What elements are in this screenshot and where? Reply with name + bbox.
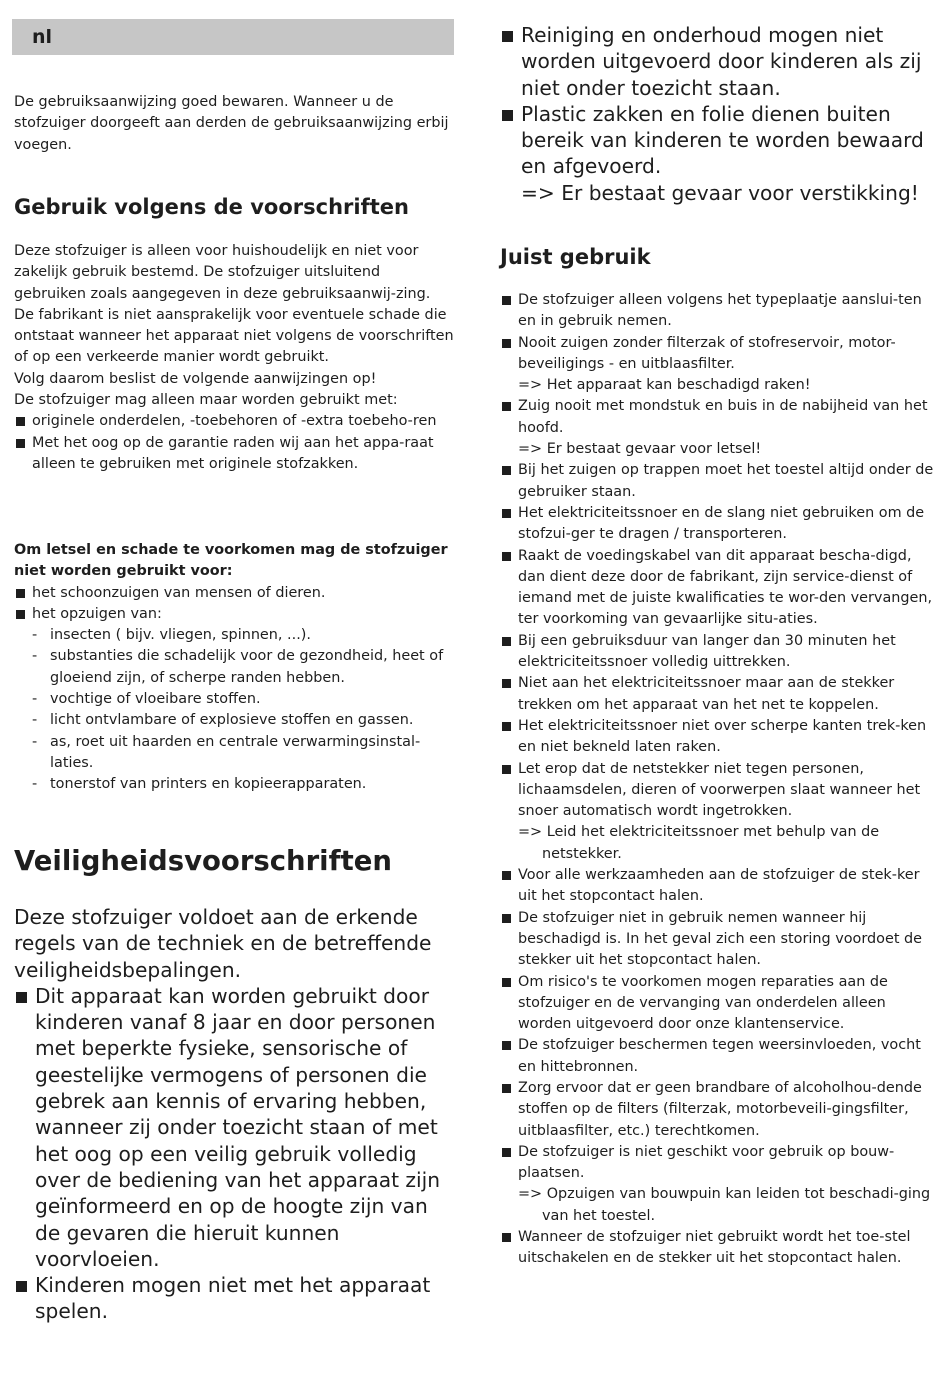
- usage-instruction: Volg daarom beslist de volgende aanwijzingen op!: [14, 370, 377, 387]
- list-item-note: => Het apparaat kan beschadigd raken!: [518, 377, 811, 394]
- proper-use-section: [500, 290, 936, 1270]
- list-item: het opzuigen van:: [14, 604, 454, 625]
- list-item-text: De stofzuiger alleen volgens het typeplaatje aanslui-ten en in gebruik nemen.: [518, 292, 922, 330]
- list-item-text: Zorg ervoor dat er geen brandbare of alcoholhou-dende stoffen op de filters (filterzak, motorbeveili-gingsfilter, uitblaasfilter, etc.) terechtkomen.: [518, 1079, 922, 1139]
- list-item-text: Bij een gebruiksduur van langer dan 30 minuten het elektriciteitssnoer volledig uittrekken.: [518, 632, 896, 671]
- list-item-text: Zuig nooit met mondstuk en buis in de nabijheid van het hoofd.: [518, 398, 928, 436]
- language-tag: nl: [32, 26, 53, 48]
- list-item: [500, 1035, 936, 1078]
- list-item-text: Niet aan het elektriciteitssnoer maar aan de stekker trekken om het apparaat van het net te koppelen.: [518, 675, 895, 713]
- list-item-note: => Leid het elektriciteitssnoer met behulp van de netstekker.: [518, 824, 880, 862]
- list-item: Kinderen mogen niet met het apparaat spelen.: [14, 1272, 454, 1325]
- list-item: het schoonzuigen van mensen of dieren.: [14, 583, 454, 604]
- usage-allowed-list: [14, 411, 454, 475]
- list-item: [500, 503, 936, 546]
- sub-list-item: - as, roet uit haarden en centrale verwarmingsinstal-laties.: [14, 732, 454, 775]
- list-item: [500, 972, 936, 1036]
- prevent-section: [14, 540, 454, 796]
- safety-list: [14, 983, 454, 1325]
- list-item: [500, 1078, 936, 1142]
- sub-list-item: - licht ontvlambare of explosieve stoffen en gassen.: [14, 710, 454, 731]
- list-item-text: Bij het zuigen op trappen moet het toestel altijd onder de gebruiker staan.: [518, 462, 934, 500]
- usage-paragraph: Deze stofzuiger is alleen voor huishoudelijk en niet voor zakelijk gebruik bestemd. De stofzuiger uitsluitend gebruiken zoals aangegeven in deze gebruiksaanwij-zing. De fabrikant is niet aansprakelijk voor eventuele schade die ontstaat wanneer het apparaat niet volgens de voorschriften of op een verkeerde manier wordt gebruikt.: [14, 243, 454, 366]
- safety-section: [14, 904, 454, 1325]
- usage-allowed-intro: De stofzuiger mag alleen maar worden gebruikt met:: [14, 392, 398, 409]
- safety-list-continued: [500, 22, 936, 206]
- proper-use-heading: Juist gebruik: [500, 245, 651, 269]
- list-item-text: De stofzuiger is niet geschikt voor gebruik op bouw-plaatsen.: [518, 1143, 895, 1182]
- usage-heading: Gebruik volgens de voorschriften: [14, 195, 409, 219]
- proper-use-list: [500, 290, 936, 1270]
- list-item: [500, 673, 936, 716]
- prevent-list: [14, 583, 454, 626]
- list-item: Dit apparaat kan worden gebruikt door kinderen vanaf 8 jaar en door personen met beperkte fysieke, sensorische of geestelijke vermogens of personen die gebrek aan kennis of ervaring hebben, wanneer zij onder toezicht staan of met het oog op een veilig gebruik volledig over de bediening van het apparaat zijn geïnformeerd en op de hoogte zijn van de gevaren die hieruit kunnen voorvloeien.: [14, 983, 454, 1272]
- list-item: [500, 716, 936, 759]
- list-item: Reiniging en onderhoud mogen niet worden uitgevoerd door kinderen als zij niet onder toezicht staan.: [500, 22, 936, 101]
- prevent-heading: Om letsel en schade te voorkomen mag de stofzuiger niet worden gebruikt voor:: [14, 542, 448, 580]
- list-item: [500, 396, 936, 460]
- list-item-text: Om risico's te voorkomen mogen reparaties aan de stofzuiger en de vervanging van onderdelen alleen worden uitgevoerd door onze klantenservice.: [518, 973, 888, 1033]
- list-item: [500, 759, 936, 865]
- sub-list-item: - substanties die schadelijk voor de gezondheid, heet of gloeiend zijn, of scherpe randen hebben.: [14, 646, 454, 689]
- list-item-note: => Opzuigen van bouwpuin kan leiden tot beschadi-ging van het toestel.: [518, 1186, 931, 1224]
- list-item-text: Het elektriciteitssnoer en de slang niet gebruiken om de stofzui-ger te dragen / transporteren.: [518, 504, 925, 543]
- list-item: [500, 908, 936, 972]
- list-item: [500, 290, 936, 333]
- safety-section-continued: [500, 22, 936, 206]
- safety-intro: Deze stofzuiger voldoet aan de erkende regels van de techniek en de betreffende veiligheidsbepalingen.: [14, 905, 432, 982]
- list-item-text: De stofzuiger beschermen tegen weersinvloeden, vocht en hittebronnen.: [518, 1037, 921, 1075]
- prevent-sublist: [14, 625, 454, 795]
- sub-list-item: - insecten ( bijv. vliegen, spinnen, ...).: [14, 625, 454, 646]
- list-item-text: Nooit zuigen zonder filterzak of stofreservoir, motor-beveiligings - en uitblaasfilter.: [518, 334, 896, 372]
- intro-text: De gebruiksaanwijzing goed bewaren. Wanneer u de stofzuiger doorgeeft aan derden de gebruiksaanwijzing erbij voegen.: [14, 94, 449, 153]
- list-item: originele onderdelen, -toebehoren of -extra toebeho-ren: [14, 411, 454, 432]
- list-item-text: Let erop dat de netstekker niet tegen personen, lichaamsdelen, dieren of voorwerpen slaat wanneer het snoer automatisch wordt ingetrokken.: [518, 760, 921, 820]
- list-item: [500, 865, 936, 908]
- list-item-text: Voor alle werkzaamheden aan de stofzuiger de stek-ker uit het stopcontact halen.: [518, 867, 920, 905]
- list-item-note: => Er bestaat gevaar voor letsel!: [518, 441, 762, 458]
- list-item: [500, 1227, 936, 1270]
- list-item-text: Het elektriciteitssnoer niet over scherpe kanten trek-ken en niet bekneld laten raken.: [518, 717, 927, 756]
- list-item: [500, 333, 936, 397]
- list-item: [500, 631, 936, 674]
- list-item: [500, 101, 936, 206]
- list-item: [500, 1142, 936, 1227]
- list-item: [500, 546, 936, 631]
- list-item: Met het oog op de garantie raden wij aan het appa-raat alleen te gebruiken met originele stofzakken.: [14, 433, 454, 476]
- list-item: [500, 460, 936, 503]
- safety-heading: Veiligheidsvoorschriften: [14, 845, 392, 877]
- list-item-text: Plastic zakken en folie dienen buiten bereik van kinderen te worden bewaard en afgevoerd.: [521, 101, 924, 179]
- list-item-text: De stofzuiger niet in gebruik nemen wanneer hij beschadigd is. In het geval zich een storing voordoet de stekker uit het stopcontact halen.: [518, 909, 923, 969]
- warning-note: => Er bestaat gevaar voor verstikking!: [521, 180, 919, 205]
- usage-section: [14, 241, 454, 475]
- language-tag-bar: [12, 19, 454, 55]
- list-item-text: Raakt de voedingskabel van dit apparaat bescha-digd, dan dient deze door de fabrikant, zijn service-dienst of iemand met de juiste kwalificaties te wor-den vervangen, ter voorkoming van gevaarlijke situ-aties.: [518, 547, 933, 628]
- list-item-text: Wanneer de stofzuiger niet gebruikt wordt het toe-stel uitschakelen en de stekker uit het stopcontact halen.: [518, 1229, 911, 1267]
- sub-list-item: - tonerstof van printers en kopieerapparaten.: [14, 774, 454, 795]
- sub-list-item: - vochtige of vloeibare stoffen.: [14, 689, 454, 710]
